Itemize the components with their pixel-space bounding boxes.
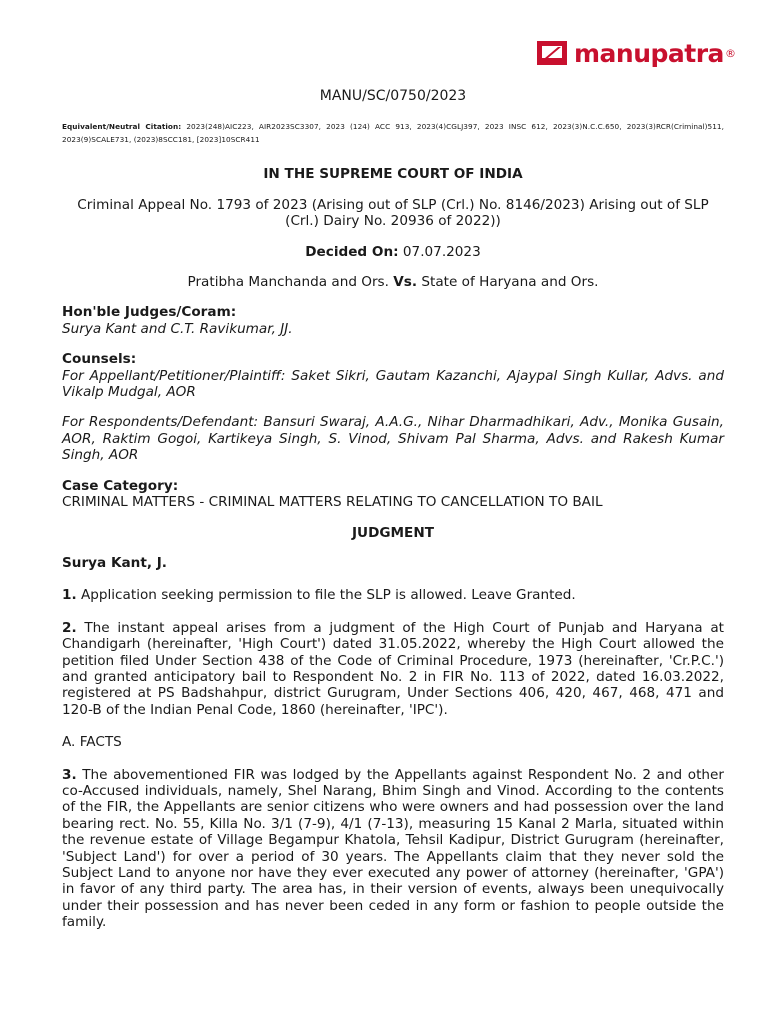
logo-text: manupatra xyxy=(574,38,724,68)
judgment-heading: JUDGMENT xyxy=(351,524,434,541)
document-content xyxy=(62,86,724,931)
paragraph-2 xyxy=(62,620,724,718)
paragraph-2-text: The instant appeal arises from a judgment of the High Court of Punjab and Haryana at Chandigarh (hereinafter, 'High Court') dated 31.05.2022, whereby the High Court allowed the petition filed Under Section 438 of the Code of Criminal Procedure, 1973 (hereinafter, 'Cr.P.C.') and granted anticipatory bail to Respondent No. 2 in FIR No. 113 of 2022, dated 16.03.2022, registered at PS Badshahpur, district Gurugram, Under Sections 406, 420, 467, 468, 471 and 120-B of the Indian Penal Code, 1860 (hereinafter, 'IPC'). xyxy=(62,619,724,718)
decided-on xyxy=(62,244,724,260)
paragraph-1-number: 1. xyxy=(62,587,77,604)
case-parties xyxy=(62,274,724,290)
paragraph-1 xyxy=(62,587,724,603)
counsel-respondent: For Respondents/Defendant: Bansuri Swaraj, A.A.G., Nihar Dharmadhikari, Adv., Monika Gusain, AOR, Raktim Gogoi, Kartikeya Singh, S. Vinod, Shivam Pal Sharma, Advs. and Rakesh Kumar Singh, AOR xyxy=(62,414,724,464)
equivalent-citation-text: 2023(248)AIC223, AIR2023SC3307, 2023 (124) ACC 913, 2023(4)CGLJ397, 2023 INSC 612, 2023(3)N.C.C.650, 2023(3)RCR(Criminal)511, 2023(9)SCALE731, (2023)8SCC181, [2023]10SCR411 xyxy=(62,122,724,145)
versus-label: Vs. xyxy=(393,274,418,291)
judges-section xyxy=(62,304,724,337)
paragraph-3 xyxy=(62,767,724,931)
judgment-author: Surya Kant, J. xyxy=(62,554,167,571)
decided-on-date: 07.07.2023 xyxy=(398,243,481,260)
paragraph-3-text: The abovementioned FIR was lodged by the Appellants against Respondent No. 2 and other co-Accused individuals, namely, Shel Narang, Bhim Singh and Vinod. According to the contents of the FIR, the Appellants are senior citizens who were owners and had possession over the land bearing rect. No. 55, Killa No. 3/1 (7-9), 4/1 (7-13), measuring 15 Kanal 2 Marla, situated within the revenue estate of Village Begampur Khatola, Tehsil Kadipur, District Gurugram (hereinafter, 'Subject Land') for over a period of 30 years. The Appellants claim that they never sold the Subject Land to anyone nor have they ever executed any power of attorney (hereinafter, 'GPA') in favor of any third party. The area has, in their version of events, always been unequivocally under their possession and has never been ceded in any form or fashion to people outside the family. xyxy=(62,766,724,931)
judges-names: Surya Kant and C.T. Ravikumar, JJ. xyxy=(62,320,293,337)
logo-registered-mark: ® xyxy=(724,46,736,60)
court-name: IN THE SUPREME COURT OF INDIA xyxy=(263,166,523,183)
equivalent-citation-label: Equivalent/Neutral Citation: xyxy=(62,122,182,132)
paragraph-1-text: Application seeking permission to file the SLP is allowed. Leave Granted. xyxy=(76,587,576,604)
judges-heading: Hon'ble Judges/Coram: xyxy=(62,304,237,321)
decided-on-label: Decided On: xyxy=(305,243,399,260)
counsel-appellant: For Appellant/Petitioner/Plaintiff: Saket Sikri, Gautam Kazanchi, Ajaypal Singh Kullar, Advs. and Vikalp Mudgal, AOR xyxy=(62,367,724,401)
category-section xyxy=(62,478,724,511)
paragraph-2-number: 2. xyxy=(62,619,77,636)
party-appellant: Pratibha Manchanda and Ors. xyxy=(187,274,394,291)
facts-heading: A. FACTS xyxy=(62,734,122,751)
category-heading: Case Category: xyxy=(62,477,179,494)
manupatra-logo xyxy=(536,36,736,70)
equivalent-citation xyxy=(62,120,724,146)
party-respondent: State of Haryana and Ors. xyxy=(417,274,599,291)
paragraph-3-number: 3. xyxy=(62,766,77,783)
manu-citation: MANU/SC/0750/2023 xyxy=(319,88,467,104)
counsels-section xyxy=(62,351,724,463)
manupatra-logo-icon xyxy=(536,38,570,68)
category-text: CRIMINAL MATTERS - CRIMINAL MATTERS RELATING TO CANCELLATION TO BAIL xyxy=(62,494,603,511)
appeal-number: Criminal Appeal No. 1793 of 2023 (Arising out of SLP (Crl.) No. 8146/2023) Arising out of SLP (Crl.) Dairy No. 20936 of 2022)) xyxy=(77,196,709,230)
counsels-heading: Counsels: xyxy=(62,351,137,368)
